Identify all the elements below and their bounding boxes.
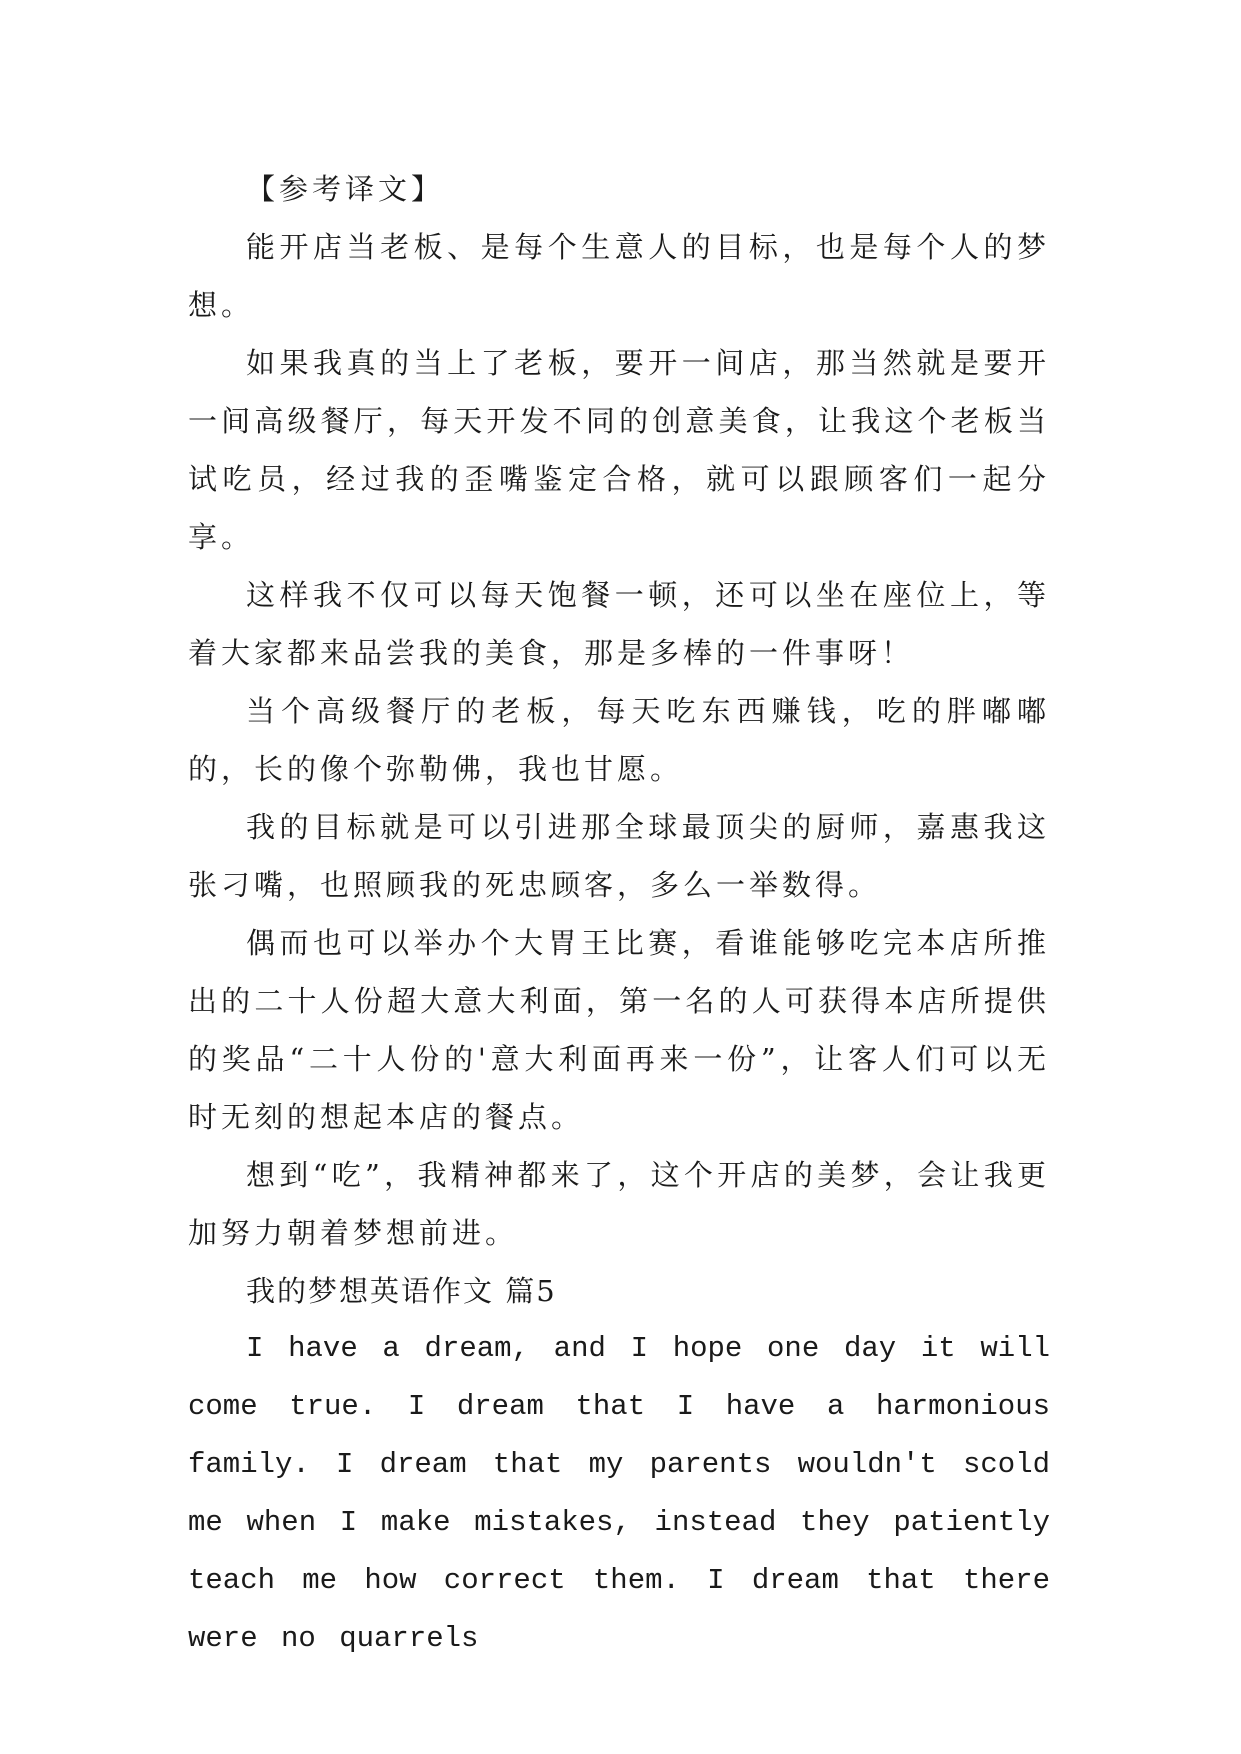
translation-heading: 【参考译文】 bbox=[246, 172, 445, 206]
paragraph-1: 能开店当老板、是每个生意人的目标，也是每个人的梦想。 bbox=[188, 230, 1050, 322]
english-paragraph: I have a dream, and I hope one day it will come true. I dream that I have a harmonious family. I dream that my parents wouldn't scold me when I make mistakes, instead they patiently teach me how correct them. I dream that there were no quarrels bbox=[188, 1332, 1050, 1655]
document-body bbox=[188, 160, 1050, 1668]
paragraph-7: 想到“吃”，我精神都来了，这个开店的美梦，会让我更加努力朝着梦想前进。 bbox=[188, 1158, 1050, 1250]
paragraph-2: 如果我真的当上了老板，要开一间店，那当然就是要开一间高级餐厅，每天开发不同的创意美食，让我这个老板当试吃员，经过我的歪嘴鉴定合格，就可以跟顾客们一起分享。 bbox=[188, 346, 1050, 554]
paragraph-4: 当个高级餐厅的老板，每天吃东西赚钱，吃的胖嘟嘟的，长的像个弥勒佛，我也甘愿。 bbox=[188, 694, 1050, 786]
paragraph-3: 这样我不仅可以每天饱餐一顿，还可以坐在座位上，等着大家都来品尝我的美食，那是多棒的一件事呀！ bbox=[188, 578, 1050, 670]
section-heading: 我的梦想英语作文 篇5 bbox=[246, 1274, 557, 1308]
paragraph-6: 偶而也可以举办个大胃王比赛，看谁能够吃完本店所推出的二十人份超大意大利面，第一名的人可获得本店所提供的奖品“二十人份的'意大利面再来一份”，让客人们可以无时无刻的想起本店的餐点。 bbox=[188, 926, 1050, 1134]
paragraph-5: 我的目标就是可以引进那全球最顶尖的厨师，嘉惠我这张刁嘴，也照顾我的死忠顾客，多么一举数得。 bbox=[188, 810, 1050, 902]
